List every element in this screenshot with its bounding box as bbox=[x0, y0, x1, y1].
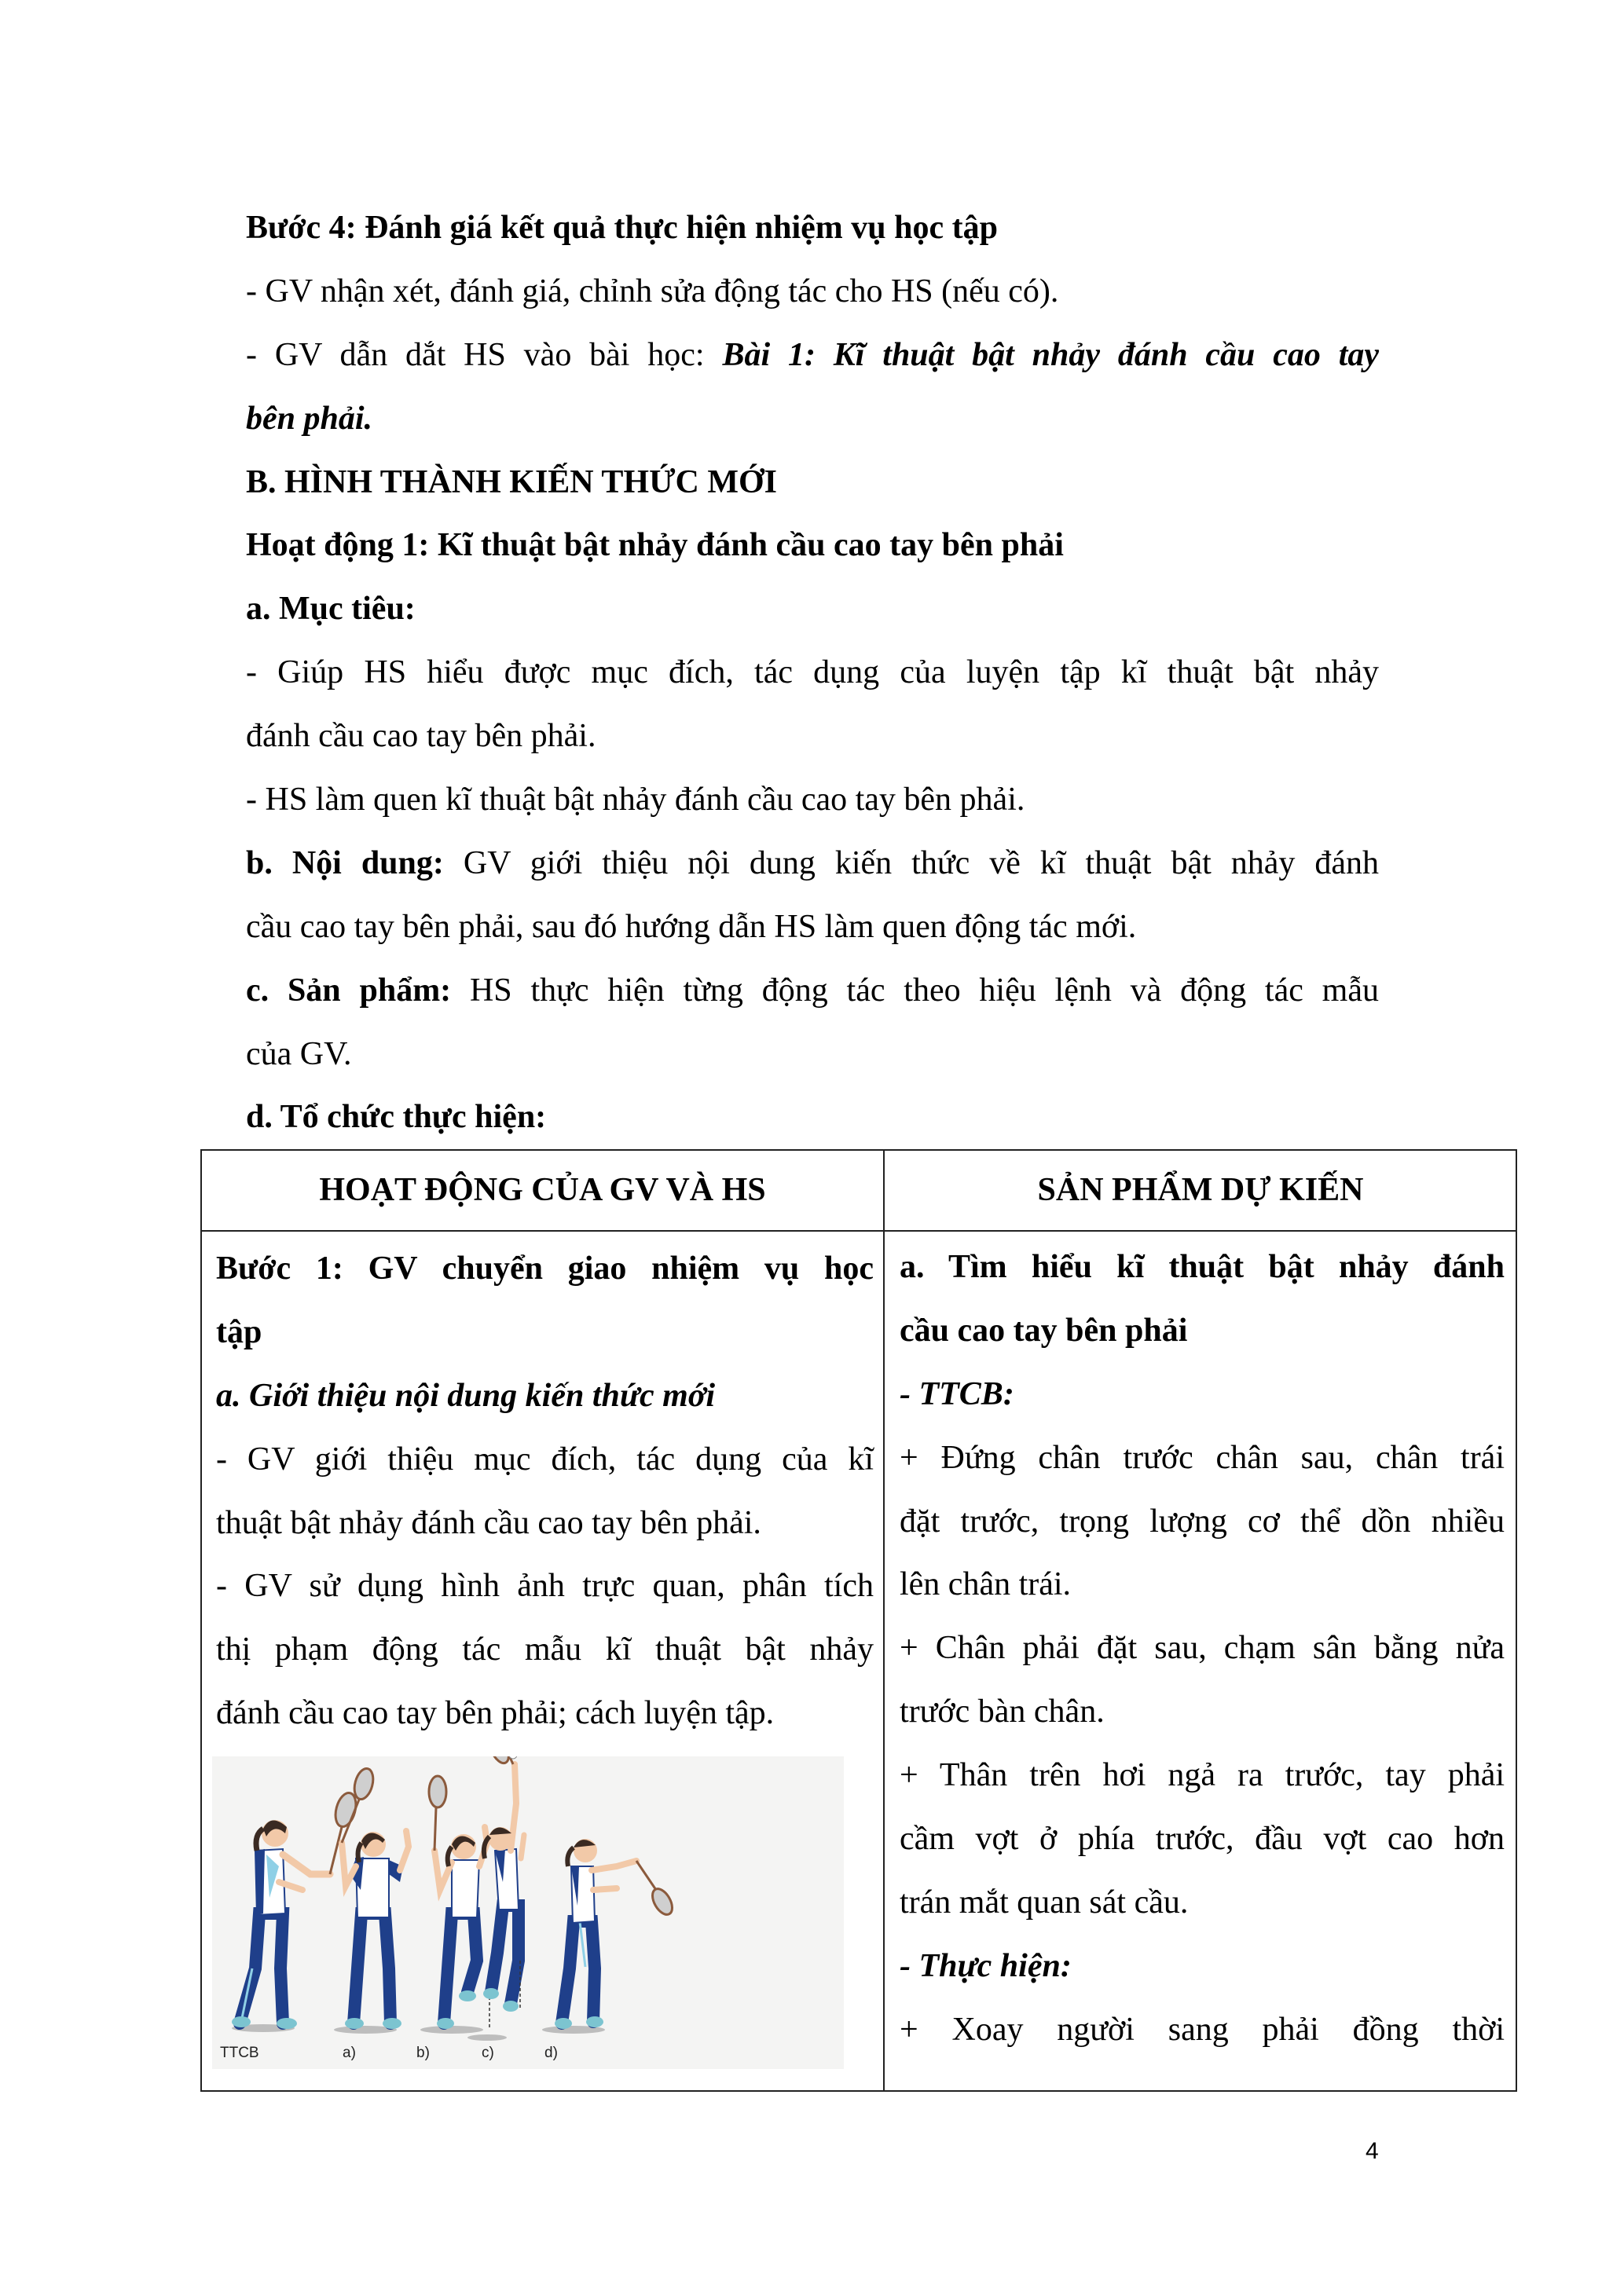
organize-label: d. Tổ chức thực hiện: bbox=[246, 1099, 547, 1136]
product-label: c. Sản phẩm: bbox=[246, 972, 452, 1009]
objective-2: - HS làm quen kĩ thuật bật nhảy đánh cầu cao tay bên phải. bbox=[246, 782, 1025, 818]
ttcb-3b: cầm vợt ở phía trước, đầu vợt cao hơn bbox=[900, 1821, 1505, 1858]
section-title: B. HÌNH THÀNH KIẾN THỨC MỚI bbox=[246, 463, 777, 500]
step4-line2-prefix: - GV dẫn dắt HS vào bài học: bbox=[246, 336, 723, 373]
technique-heading-a: a. Tìm hiểu kĩ thuật bật nhảy đánh bbox=[900, 1249, 1505, 1285]
p2-a: - GV sử dụng hình ảnh trực quan, phân tích bbox=[216, 1568, 874, 1605]
badminton-technique-figure bbox=[212, 1756, 844, 2069]
product-line-a bbox=[246, 959, 1379, 1023]
figure-label-c: c) bbox=[482, 2045, 494, 2062]
product-text-b: của GV. bbox=[246, 1035, 352, 1072]
ttcb-1a: + Đứng chân trước chân sau, chân trái bbox=[900, 1439, 1505, 1476]
table-header-expected-products: SẢN PHẨM DỰ KIẾN bbox=[1037, 1172, 1364, 1208]
figure-label-d: d) bbox=[544, 2045, 558, 2062]
badminton-player-illustration-icon bbox=[212, 1756, 844, 2069]
p2-c: đánh cầu cao tay bên phải; cách luyện tập. bbox=[216, 1695, 775, 1732]
page-number: 4 bbox=[1366, 2138, 1379, 2164]
lesson-title: Bài 1: Kĩ thuật bật nhảy đánh cầu cao tay bbox=[722, 336, 1380, 373]
ttcb-1c: lên chân trái. bbox=[900, 1566, 1072, 1603]
activity-table bbox=[200, 1149, 1517, 2092]
execution-label: - Thực hiện: bbox=[900, 1947, 1072, 1984]
p1-b: thuật bật nhảy đánh cầu cao tay bên phải. bbox=[216, 1504, 761, 1541]
figure-label-b: b) bbox=[416, 2045, 430, 2062]
ttcb-label: - TTCB: bbox=[900, 1375, 1014, 1412]
p2-b: thị phạm động tác mẫu kĩ thuật bật nhảy bbox=[216, 1631, 874, 1668]
figure-label-a: a) bbox=[343, 2045, 356, 2062]
step4-line1: - GV nhận xét, đánh giá, chỉnh sửa động tác cho HS (nếu có). bbox=[246, 273, 1059, 309]
objective-1b: đánh cầu cao tay bên phải. bbox=[246, 718, 596, 755]
ttcb-2a: + Chân phải đặt sau, chạm sân bằng nửa bbox=[900, 1630, 1505, 1667]
ttcb-3a: + Thân trên hơi ngả ra trước, tay phải bbox=[900, 1757, 1505, 1794]
ttcb-3c: trán mắt quan sát cầu. bbox=[900, 1884, 1189, 1921]
objective-label: a. Mục tiêu: bbox=[246, 591, 416, 628]
objective-1a: - Giúp HS hiểu được mục đích, tác dụng của luyện tập kĩ thuật bật nhảy bbox=[246, 654, 1379, 691]
content-label: b. Nội dung: bbox=[246, 844, 444, 881]
ttcb-1b: đặt trước, trọng lượng cơ thể dồn nhiều bbox=[900, 1503, 1505, 1540]
step4-heading: Bước 4: Đánh giá kết quả thực hiện nhiệm vụ học tập bbox=[246, 210, 998, 246]
table-header-row bbox=[202, 1151, 1516, 1232]
column-divider bbox=[883, 1151, 885, 2090]
sub-heading-intro: a. Giới thiệu nội dung kiến thức mới bbox=[216, 1377, 716, 1414]
table-cell-activities bbox=[216, 1237, 874, 2069]
technique-heading-b: cầu cao tay bên phải bbox=[900, 1312, 1188, 1349]
table-cell-expected-products bbox=[900, 1236, 1505, 2062]
table-header-activities: HOẠT ĐỘNG CỦA GV VÀ HS bbox=[319, 1172, 766, 1208]
lesson-title-cont: bên phải. bbox=[246, 400, 373, 437]
p1-a: - GV giới thiệu mục đích, tác dụng của kĩ bbox=[216, 1441, 874, 1478]
activity-title: Hoạt động 1: Kĩ thuật bật nhảy đánh cầu cao tay bên phải bbox=[246, 527, 1064, 564]
step1-heading-b: tập bbox=[216, 1313, 262, 1350]
content-text-b: cầu cao tay bên phải, sau đó hướng dẫn HS làm quen động tác mới. bbox=[246, 908, 1137, 945]
ttcb-2b: trước bàn chân. bbox=[900, 1694, 1105, 1730]
step1-heading-a: Bước 1: GV chuyển giao nhiệm vụ học bbox=[216, 1251, 874, 1287]
product-text-a: HS thực hiện từng động tác theo hiệu lệnh và động tác mẫu bbox=[451, 972, 1379, 1009]
body-text bbox=[246, 196, 1379, 1149]
step4-line2 bbox=[246, 324, 1379, 387]
figure-label-ttcb: TTCB bbox=[220, 2045, 259, 2062]
execution-1a: + Xoay người sang phải đồng thời bbox=[900, 2011, 1505, 2048]
content-line-a bbox=[246, 832, 1379, 895]
content-text-a: GV giới thiệu nội dung kiến thức về kĩ thuật bật nhảy đánh bbox=[443, 844, 1380, 881]
